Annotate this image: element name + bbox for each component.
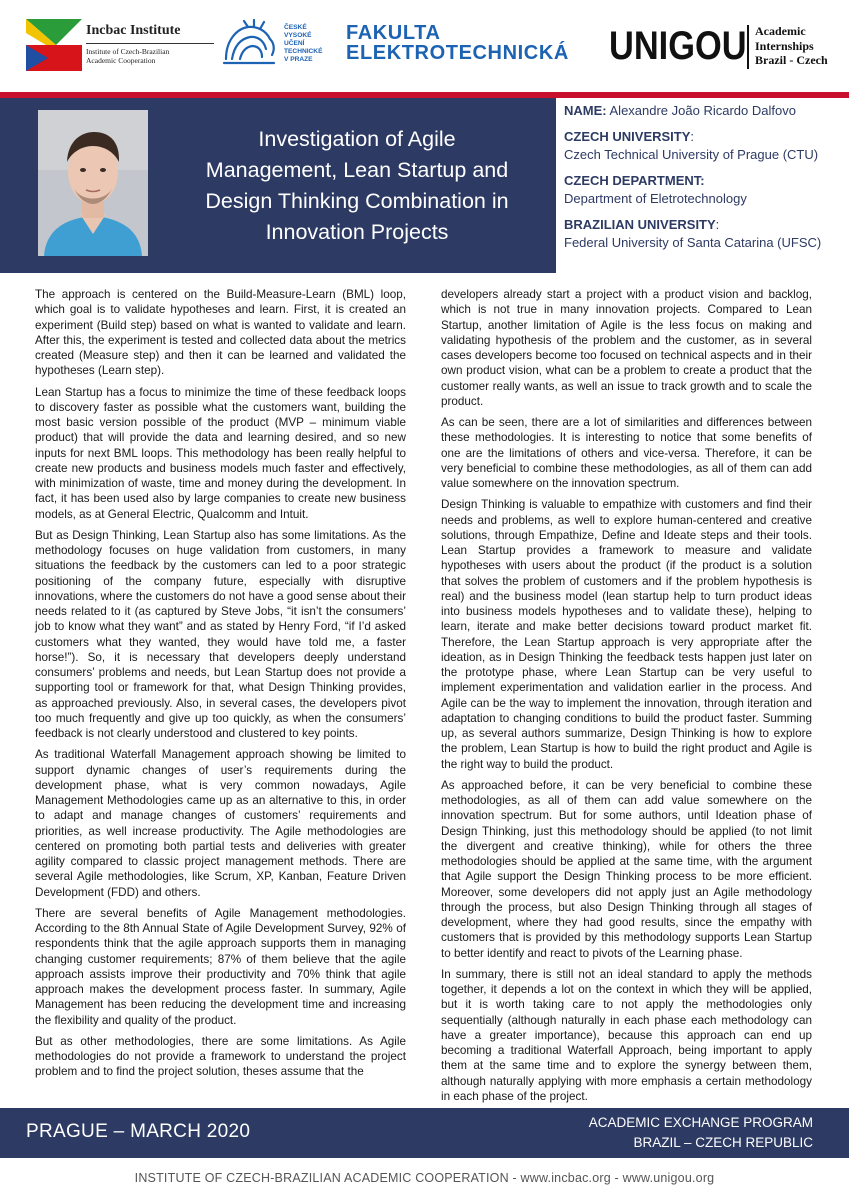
info-czech-university-label: CZECH UNIVERSITY	[564, 128, 691, 144]
title-line: Management, Lean Startup and	[205, 158, 509, 182]
incbac-logo	[26, 19, 216, 71]
page-title	[180, 124, 534, 248]
footer-location-date: PRAGUE – MARCH 2020	[26, 1121, 251, 1142]
cvut-line: UČENÍ	[284, 40, 305, 47]
unigou-subtitle-line: Academic	[755, 24, 806, 38]
info-czech-university	[564, 128, 844, 165]
cvut-line: VYSOKÉ	[284, 32, 312, 39]
paragraph: The approach is centered on the Build-Measure-Learn (BML) loop, which goal is to validate hypotheses and learn. First, it is created an experiment (Build step) based on what is wanted to validate and learn. After this, the experiment is tested and collected data about the metrics created (Measure step) and then it can be learned and validated the hypotheses (Learn step).	[35, 288, 406, 378]
incbac-name: Incbac Institute	[86, 23, 181, 38]
cvut-line: TECHNICKÉ	[284, 48, 323, 55]
faculty-line: ELEKTROTECHNICKÁ	[346, 42, 569, 64]
paragraph: Lean Startup has a focus to minimize the time of these feedback loops to discovery faster as possible what the customers want, building the most basic version possible of the product (MVP – minimum viable product) that will provide the data and learning desired, and so new inputs for next BML loops. This methodology has been really helpful to create new products and business models much faster and effectively, with minimization of waste, time and money during the development. In fact, it has been used also by large companies to create new business models, as at General Electric, Qualcomm and Intuit.	[35, 385, 406, 521]
faculty-line: FAKULTA	[346, 22, 441, 44]
paragraph: developers already start a project with a product vision and backlog, which is not true in many innovation projects. Compared to Lean Startup, another limitation of Agile is the less focus on making and validating hypothesis of the problem and the customer, as in several cases developers become too focused on technical aspects and in their own product vision, what can be a problem to create a product that the customer really wants, as well an issue to track growth and to scale the product.	[441, 288, 812, 408]
incbac-flag-icon	[26, 19, 82, 71]
info-colon: :	[690, 128, 695, 144]
paragraph: But as Design Thinking, Lean Startup also has some limitations. As the methodology focuses on huge validation from customers, in many situations the feedback by the customers can led to a poor strategic positioning of the company future, especially with disruptive innovations, where the customers do not have a good sense about their needs related to it (as captured by Steve Jobs, “it isn’t the consumers’ job to know what they want” and as stated by Henry Ford, “if I’d asked customers what they wanted, they would have told me, a faster horse!”). So, it is necessary that developers deeply understand consumers’ problems and needs, but Lean Startup does not provide a supporting tool or framework for that, what Design Thinking provides, as approached previously. Also, in several cases, the developers pivot too much frequently and give up too quickly, as when the consumers’ feedback is not clearly understood and clustered to key points.	[35, 528, 406, 740]
paragraph: Design Thinking is valuable to empathize with customers and find their needs and problems, as well to explore human-centered and creative solutions, through Empathize, Define and Ideate steps and their tools. Lean Startup provides a framework to measure and validate hypotheses with users about the product (if the product is a solution that solves the problem of customers and if the problem hypothesis is real) and the business model (lean startup help to turn product ideas into business models hypotheses and to validate these), helping to learn, iterate and make better decisions toward product market fit. Therefore, the Lean Startup approach is very appropriate after the ideation, as in Design Thinking the feedback tests happen just later on the prototype phase, where Lean Startup can be very useful to implement experimentation and validation earlier in the process. And Agile can be the way to implement the innovation, through iteration and adaptation to changing conditions to build the product faster. Summing up, as several authors summarize, Design Thinking is how to explore the problem, Lean Startup is how to build the right product and Agile is the right way to build the product.	[441, 498, 812, 771]
unigou-subtitle-line: Internships	[755, 38, 814, 53]
footer-program	[589, 1113, 813, 1153]
unigou-wordmark: UNIGOU	[609, 24, 747, 68]
info-colon: :	[715, 216, 720, 232]
info-czech-department-value: Department of Eletrotechnology	[564, 191, 747, 206]
info-brazilian-university	[564, 216, 844, 253]
info-name	[564, 102, 844, 121]
incbac-subtitle-line: Institute of Czech-Brazilian	[86, 47, 170, 56]
paragraph: There are several benefits of Agile Management methodologies. According to the 8th Annual State of Agile Development Survey, 92% of respondents think that the agile approach supports them in managing changing customer requirements; 87% of them believe that the agile approach assists improve their productivity and 70% think that agile approach makes the development process faster. In summary, Agile Management has been reducing the development time and increasing the flexibility and quality of the product.	[35, 906, 406, 1027]
author-portrait-icon	[38, 110, 148, 256]
author-info	[564, 102, 844, 260]
paragraph: As traditional Waterfall Management approach showing be limited to support dynamic changes of user’s requirements during the development phase, what is very common nowadays, Agile Management Methodologies came up as an alternative to this, in order to adapt and manage changes of customers’ requirements and priorities, as well increase productivity. The Agile methodologies are centered on promoting both partial tests and deliveries with greater agility compared to classic project management methods. There are several Agile methodologies, like Scrum, XP, Kanban, Feature Driven Development (FDD) and others.	[35, 748, 406, 899]
footer-program-line: ACADEMIC EXCHANGE PROGRAM	[588, 1115, 813, 1130]
unigou-subtitle	[755, 24, 828, 68]
cvut-lion-icon	[220, 19, 278, 65]
unigou-subtitle-line: Brazil - Czech	[755, 53, 828, 67]
info-czech-university-value: Czech Technical University of Prague (CTU)	[564, 147, 819, 162]
cvut-line: ČESKÉ	[284, 24, 307, 31]
title-line: Investigation of Agile	[258, 127, 456, 151]
info-brazilian-university-value: Federal University of Santa Catarina (UFSC)	[564, 235, 822, 250]
footer-institute-line: INSTITUTE OF CZECH-BRAZILIAN ACADEMIC COOPERATION - www.incbac.org - www.unigou.org	[134, 1171, 715, 1185]
paragraph: In summary, there is still not an ideal standard to apply the methods together, it depends a lot on the context in which they will be applied, but it is worth taking care to not apply the methodologies only sequentially (although naturally in each phase each methodology can have a greater importance), because this approach can end up becoming a traditional Waterfall Approach, being important to apply them at the same time and to explore the synergy between them, although naturally applying with more emphasis a certain methodology in each phase of the project.	[441, 967, 812, 1103]
cvut-wordmark	[284, 24, 322, 64]
info-name-value: Alexandre João Ricardo Dalfovo	[606, 103, 796, 118]
faculty-wordmark	[346, 23, 569, 63]
title-line: Innovation Projects	[265, 220, 449, 244]
info-name-label: NAME:	[564, 103, 607, 118]
paragraph: As approached before, it can be very beneficial to combine these methodologies, as all of them can add value somewhere on the innovation spectrum. But for some authors, until Ideation phase of Design Thinking, just this methodology should be applied (to not limit the divergent and creative thinking), while for others the three methodologies should be applied at the same time, with the argument that Agile support the Design Thinking process to be more efficient. Moreover, some developers did not apply just an Agile methodology through the process, but also Design Thinking through all stages of development, where they had good results, since the empathy with customers that is provided by this methodology supports Lean Startup to better identify and react to pivots of the Learning phase.	[441, 778, 812, 960]
cvut-line: V PRAZE	[284, 56, 313, 63]
right-column	[441, 287, 812, 1110]
info-brazilian-university-label: BRAZILIAN UNIVERSITY	[564, 216, 716, 232]
paragraph: As can be seen, there are a lot of similarities and differences between these methodologies. It is interesting to notice that some benefits of one are the limitations of others and vice-versa. Therefore, it can be very beneficial to combine these methodologies, as all of them can add value somewhere on the innovation spectrum.	[441, 416, 812, 490]
header-logos	[0, 0, 849, 90]
paragraph: But as other methodologies, there are some limitations. As Agile methodologies do not provide a framework to understand the project problem and to find the project solution, theses assume that the	[35, 1034, 406, 1079]
author-photo	[38, 110, 148, 256]
footer-program-line: BRAZIL – CZECH REPUBLIC	[633, 1135, 813, 1150]
info-czech-department-label: CZECH DEPARTMENT:	[564, 172, 705, 188]
incbac-subtitle	[86, 47, 169, 65]
left-column	[35, 287, 406, 1086]
incbac-divider	[86, 43, 214, 44]
title-line: Design Thinking Combination in	[205, 189, 509, 213]
unigou-divider	[747, 25, 749, 69]
incbac-subtitle-line: Academic Cooperation	[86, 56, 156, 65]
info-czech-department	[564, 172, 844, 209]
